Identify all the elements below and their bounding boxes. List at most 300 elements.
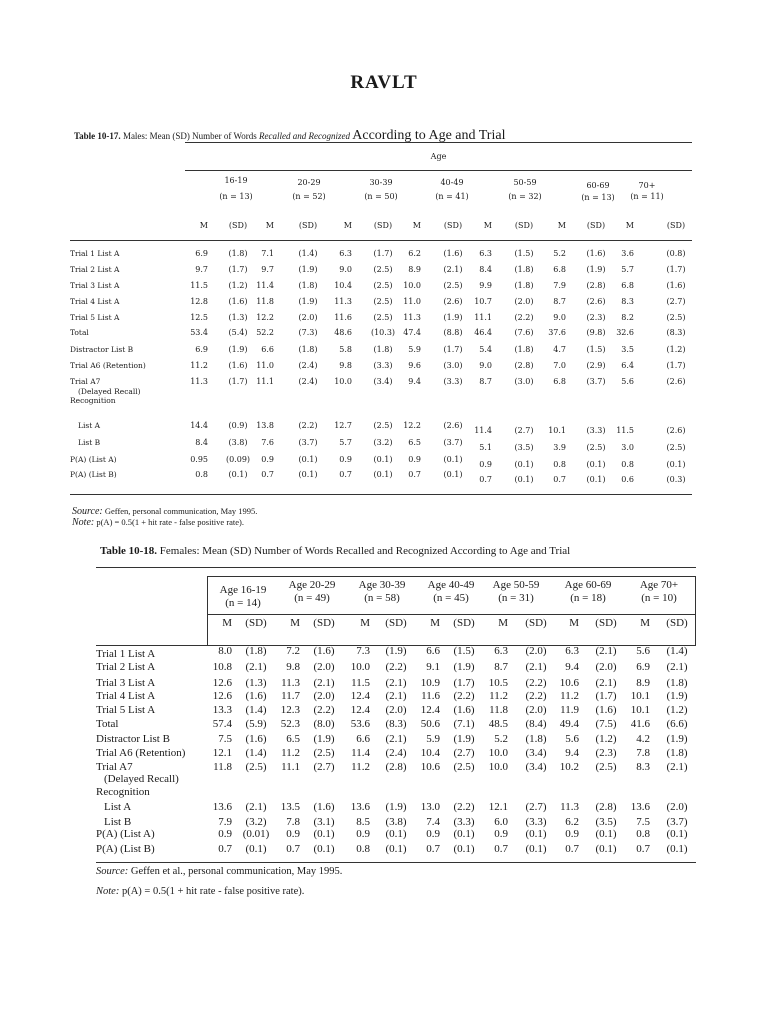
table1-cell-sd: (2.5) [586,443,606,452]
table1-cell-m: 0.9 [339,455,352,464]
table2-cell-sd: (8.3) [385,718,407,730]
table1-source [72,506,257,517]
table1-note [72,517,244,528]
page-title: RAVLT [350,72,418,93]
table1-group-n: (n = 13) [219,192,253,201]
table1-row-label: Trial 1 List A [70,249,120,258]
table1-cell-sd: (3.8) [228,438,248,447]
table2-cell-m: 11.2 [489,690,508,702]
table1-cell-m: 10.1 [548,426,566,435]
table1-cell-m: 6.9 [195,249,208,258]
table1-cell-sd: (7.3) [298,328,318,337]
table2-cell-sd: (7.1) [453,718,475,730]
table1-note-text: p(A) = 0.5(1 + hit rate - false positive rate). [96,517,245,527]
table2-cell-sd: (1.9) [666,690,688,702]
table1-row-label: Trial 5 List A [70,313,120,322]
table1-cell-m: 0.9 [261,455,274,464]
table1-cell-sd: (3.4) [373,377,393,386]
table1-cell-m: 11.6 [334,313,352,322]
table1-cell-m: 5.7 [339,438,352,447]
table1-cell-sd: (1.3) [228,313,248,322]
table1-cell-sd: (3.7) [298,438,318,447]
table2-caption-label: Table 10-18. [100,545,158,557]
table1-cell-sd: (2.0) [514,297,534,306]
table2-cell-sd: (1.2) [595,733,617,745]
table2-cell-m: 50.6 [420,718,440,730]
table2-row-label: Trial 1 List A [96,648,156,660]
table1-cell-sd: (2.5) [373,265,393,274]
table1-cell-sd: (2.7) [666,297,686,306]
table2-cell-m: 10.6 [559,677,579,689]
table2-cell-sd: (0.1) [245,843,267,855]
table1-cell-sd: (1.9) [228,345,248,354]
table1-cell-sd: (0.1) [666,460,686,469]
table2-cell-sd: (0.1) [313,843,335,855]
table1-cell-m: 14.4 [190,421,208,430]
table2-cell-sd: (0.1) [313,828,335,840]
table1-cell-sd: (2.8) [514,361,534,370]
table2-cell-sd: (2.1) [666,661,688,673]
table2-cell-sd: (1.9) [453,661,475,673]
table1-source-label: Source: [72,506,103,517]
table1-cell-m: 8.4 [479,265,492,274]
table1-cell-m: 0.7 [479,475,492,484]
table1-cell-m: 9.8 [339,361,352,370]
table1-cell-m: 7.1 [261,249,274,258]
table2-cell-sd: (1.6) [245,690,267,702]
table2-group-n: (n = 58) [364,592,400,604]
table2-cell-m: 7.5 [636,816,650,828]
table1-cell-m: 6.8 [621,281,634,290]
table1-cell-sd: (0.1) [373,455,393,464]
table1-cell-m: 7.9 [553,281,566,290]
table2-cell-m: 53.6 [350,718,370,730]
table2-cell-sd: (1.9) [385,801,407,813]
table2-cell-m: 10.9 [420,677,440,689]
table1-cell-m: 6.3 [339,249,352,258]
table2-cell-m: 52.3 [280,718,300,730]
table1-group-n: (n = 50) [364,192,398,201]
table2-cell-m: 0.9 [218,828,232,840]
table1-cell-m: 0.7 [261,470,274,479]
table2-cell-m: 48.5 [488,718,508,730]
table1-cell-sd: (2.4) [298,377,318,386]
table1-cell-m: 11.8 [256,297,274,306]
table2-cell-m: 10.0 [350,661,370,673]
table2-cell-m: 11.3 [281,677,300,689]
table2-cell-sd: (2.1) [245,801,267,813]
table1-group-age: 16-19 [224,176,248,185]
table1-group-n: (n = 11) [630,192,664,201]
table1-cell-sd: (1.5) [586,345,606,354]
table1-cell-m: 5.1 [479,443,492,452]
table1-cell-m: 8.4 [195,438,208,447]
table2-cell-sd: (2.1) [385,677,407,689]
table2-cell-m: 7.9 [218,816,232,828]
table1-cell-m: 11.3 [403,313,421,322]
table2-group-n: (n = 14) [225,597,261,609]
table1-cell-sd: (2.9) [586,361,606,370]
table1-cell-m: 9.0 [553,313,566,322]
table1-age-rule [185,170,692,171]
table1-cell-sd: (2.7) [514,426,534,435]
table1-group-age: 50-59 [513,178,537,187]
table2-row-label: Trial A7 [96,761,133,773]
table2-sub-delayed: (Delayed Recall) [104,773,179,785]
table1-group-n: (n = 52) [292,192,326,201]
table1-row-label: Trial A6 (Retention) [70,361,146,370]
table1-cell-sd: (1.2) [666,345,686,354]
table1-cell-sd: (0.1) [586,475,606,484]
table2-cell-sd: (6.6) [666,718,688,730]
table1-sub-delayed: (Delayed Recall) [78,387,141,396]
table2-group-n: (n = 10) [641,592,677,604]
table2-cell-sd: (1.6) [313,801,335,813]
table1-group-age: 40-49 [440,178,464,187]
table1-cell-sd: (3.2) [373,438,393,447]
table1-m-header: M [412,221,421,230]
table1-cell-sd: (8.8) [443,328,463,337]
table2-cell-sd: (1.8) [666,677,688,689]
table2-cell-sd: (2.1) [245,661,267,673]
table2-source-label: Source: [96,866,129,877]
table1-cell-m: 0.8 [195,470,208,479]
table2-note-text: p(A) = 0.5(1 + hit rate - false positive rate). [121,886,305,897]
table1-sd-header: (SD) [298,221,318,230]
table1-cell-sd: (0.1) [586,460,606,469]
table2-cell-m: 6.5 [286,733,300,745]
table2-cell-sd: (2.1) [313,677,335,689]
table2-cell-m: 10.6 [420,761,440,773]
table2-cell-m: 0.7 [636,843,650,855]
table2-cell-m: 8.7 [494,661,508,673]
table1-cell-m: 5.6 [621,377,634,386]
table2-cell-m: 7.8 [636,747,650,759]
table2-m-header: M [640,617,650,629]
table2-cell-m: 10.0 [488,761,508,773]
table1-row-label: Trial 2 List A [70,265,120,274]
table2-cell-sd: (2.5) [313,747,335,759]
table1-cell-m: 11.5 [190,281,208,290]
table1-cell-sd: (5.4) [228,328,248,337]
table2-cell-m: 13.6 [630,801,650,813]
table2-cell-m: 10.2 [559,761,579,773]
table1-cell-sd: (3.3) [373,361,393,370]
table1-cell-sd: (1.8) [514,345,534,354]
table2-cell-sd: (2.0) [313,661,335,673]
table1-cell-sd: (0.1) [373,470,393,479]
table2-cell-sd: (3.7) [666,816,688,828]
table2-group-n: (n = 45) [433,592,469,604]
table2-group-age: Age 20-29 [288,579,336,591]
table1-m-header: M [265,221,274,230]
table2-cell-m: 6.2 [565,816,579,828]
table1-group-age: 70+ [638,181,656,190]
table2-group-age: Age 16-19 [219,584,267,596]
table1-cell-sd: (3.5) [514,443,534,452]
table1-cell-m: 0.7 [339,470,352,479]
table2-cell-m: 8.0 [218,645,232,657]
table2-cell-sd: (2.2) [313,704,335,716]
table2-cell-sd: (8.0) [313,718,335,730]
table1-cell-sd: (3.3) [586,426,606,435]
table2-cell-m: 11.3 [560,801,579,813]
table1-cell-m: 9.7 [195,265,208,274]
table1-cell-m: 6.3 [479,249,492,258]
table1-cell-m: 5.7 [621,265,634,274]
table1-cell-m: 6.6 [261,345,274,354]
table2-cell-m: 11.9 [560,704,579,716]
table2-cell-m: 7.8 [286,816,300,828]
table1-cell-m: 12.2 [256,313,274,322]
table1-cell-sd: (3.0) [443,361,463,370]
table1-cell-m: 37.6 [548,328,566,337]
table2-cell-sd: (0.1) [595,843,617,855]
table2-cell-m: 13.6 [212,801,232,813]
table2-cell-m: 0.7 [565,843,579,855]
table1-cell-m: 48.6 [334,328,352,337]
table2-row-label: List B [104,816,132,828]
table2-cell-m: 4.2 [636,733,650,745]
table2-cell-m: 11.6 [421,690,440,702]
table1-cell-sd: (0.1) [298,470,318,479]
table1-cell-sd: (2.5) [373,297,393,306]
table1-cell-m: 6.9 [195,345,208,354]
table1-cell-sd: (2.5) [373,281,393,290]
table2-cell-sd: (2.3) [595,747,617,759]
table1-cell-sd: (9.8) [586,328,606,337]
table2-cell-sd: (1.4) [245,747,267,759]
table2-cell-m: 11.4 [351,747,370,759]
table1-cell-sd: (7.6) [514,328,534,337]
table1-cell-sd: (1.8) [514,281,534,290]
table1-cell-m: 5.9 [408,345,421,354]
table2-cell-sd: (1.8) [245,645,267,657]
table2-cell-m: 6.3 [494,645,508,657]
table1-caption-big: According to Age and Trial [352,128,506,143]
table2-source-text: Geffen et al., personal communication, May 1995. [130,866,343,877]
table1-cell-m: 10.4 [334,281,352,290]
table2-cell-sd: (3.3) [453,816,475,828]
table1-cell-sd: (3.0) [514,377,534,386]
table2-cell-sd: (2.1) [595,677,617,689]
table2-cell-m: 11.1 [281,761,300,773]
table2-cell-sd: (2.2) [525,677,547,689]
table2-cell-sd: (1.6) [313,645,335,657]
table2-cell-m: 57.4 [212,718,232,730]
table1-sd-header: (SD) [586,221,606,230]
table2-sub-recognition: Recognition [96,786,150,798]
table2-group-n: (n = 31) [498,592,534,604]
table2-group-n: (n = 18) [570,592,606,604]
table1-cell-m: 0.7 [553,475,566,484]
table1-cell-m: 32.6 [616,328,634,337]
table1-cell-sd: (2.6) [666,377,686,386]
table2-cell-sd: (3.4) [525,747,547,759]
table1-cell-sd: (1.6) [443,249,463,258]
table1-sd-header: (SD) [228,221,248,230]
table2-row-label: Total [96,718,119,730]
table1-cell-m: 12.7 [334,421,352,430]
table1-cell-m: 3.9 [553,443,566,452]
table2-cell-m: 7.2 [286,645,300,657]
table1-cell-sd: (0.1) [443,455,463,464]
table2-cell-m: 8.5 [356,816,370,828]
table1-cell-sd: (1.2) [228,281,248,290]
table1-cell-sd: (0.1) [443,470,463,479]
table1-cell-sd: (0.1) [514,460,534,469]
table1-cell-sd: (2.6) [443,297,463,306]
table2-group-n: (n = 49) [294,592,330,604]
table1-cell-m: 11.4 [256,281,274,290]
table2-cell-sd: (2.2) [385,661,407,673]
table1-cell-sd: (2.0) [298,313,318,322]
table1-cell-m: 12.5 [190,313,208,322]
table1-row-label: List B [78,438,101,447]
table1-m-header: M [199,221,208,230]
table2-cell-m: 13.3 [212,704,232,716]
table1-cell-m: 11.5 [616,426,634,435]
table1-cell-m: 4.7 [553,345,566,354]
table2-cell-sd: (0.01) [242,828,270,840]
table1-cell-sd: (1.7) [228,265,248,274]
table1-cell-sd: (1.5) [514,249,534,258]
table2-group-age: Age 70+ [639,579,679,591]
table1-sd-header: (SD) [443,221,463,230]
table1-cell-m: 46.4 [474,328,492,337]
table2-cell-m: 6.9 [636,661,650,673]
table2-group-rule [207,614,695,615]
table1-m-header: M [557,221,566,230]
table1-cell-sd: (0.09) [225,455,251,464]
table2-sd-header: (SD) [453,617,475,629]
table1-cell-sd: (1.9) [298,297,318,306]
table2-cell-m: 0.7 [494,843,508,855]
table2-cell-sd: (2.2) [453,801,475,813]
table2-cell-sd: (1.2) [666,704,688,716]
table2-group-age: Age 50-59 [492,579,540,591]
table1-cell-m: 0.95 [190,455,208,464]
table2-cell-sd: (3.4) [525,761,547,773]
table2-caption-text: Females: Mean (SD) Number of Words Recalled and Recognized According to Age and Trial [159,545,571,557]
table2-cell-m: 0.9 [426,828,440,840]
table1-cell-sd: (1.9) [586,265,606,274]
table2-cell-m: 10.0 [488,747,508,759]
table1-cell-m: 10.0 [334,377,352,386]
table1-cell-sd: (8.3) [666,328,686,337]
table1-cell-m: 10.0 [403,281,421,290]
table2-cell-m: 13.0 [420,801,440,813]
table1-cell-m: 12.2 [403,421,421,430]
table1-cell-m: 8.2 [621,313,634,322]
table1-cell-m: 10.7 [474,297,492,306]
table1-m-header: M [625,221,634,230]
table1-cell-m: 11.2 [190,361,208,370]
table2-cell-sd: (3.3) [525,816,547,828]
table2-bottom-rule [96,862,696,863]
table1-row-label: Trial 3 List A [70,281,120,290]
table2-cell-sd: (5.9) [245,718,267,730]
table2-caption [100,545,570,557]
table2-cell-sd: (2.7) [313,761,335,773]
table2-m-header: M [569,617,579,629]
table2-cell-m: 5.6 [636,645,650,657]
table2-cell-m: 0.7 [286,843,300,855]
table2-cell-sd: (3.2) [245,816,267,828]
table2-row-label: Distractor List B [96,733,170,745]
table1-cell-sd: (0.1) [228,470,248,479]
table1-cell-m: 52.2 [256,328,274,337]
table1-cell-sd: (1.9) [298,265,318,274]
table1-cell-m: 7.0 [553,361,566,370]
table1-cell-sd: (1.7) [228,377,248,386]
table2-sd-header: (SD) [666,617,688,629]
table1-cell-sd: (2.5) [373,313,393,322]
table1-cell-sd: (1.7) [666,265,686,274]
table1-row-label: P(A) (List B) [70,470,117,479]
table1-row-label: List A [78,421,101,430]
table2-cell-m: 9.1 [426,661,440,673]
table2-m-header: M [222,617,232,629]
table1-cell-sd: (1.7) [373,249,393,258]
table2-cell-m: 0.9 [356,828,370,840]
table1-cell-m: 6.8 [553,377,566,386]
table1-cell-sd: (1.9) [443,313,463,322]
table2-m-header: M [430,617,440,629]
table1-cell-sd: (1.7) [443,345,463,354]
table1-cell-sd: (2.2) [514,313,534,322]
table1-cell-sd: (3.7) [443,438,463,447]
table1-cell-m: 0.7 [408,470,421,479]
table2-cell-sd: (0.1) [666,843,688,855]
table1-top-rule [185,142,692,143]
table1-cell-m: 9.9 [479,281,492,290]
table1-row-label: Distractor List B [70,345,134,354]
table2-cell-sd: (2.1) [666,761,688,773]
table1-cell-sd: (2.8) [586,281,606,290]
table2-cell-m: 7.3 [356,645,370,657]
table1-cell-sd: (1.8) [514,265,534,274]
table2-box-top [207,576,695,577]
table2-m-header: M [290,617,300,629]
table2-cell-m: 8.3 [636,761,650,773]
table2-cell-m: 49.4 [559,718,579,730]
table2-cell-sd: (1.9) [385,645,407,657]
table2-m-header: M [498,617,508,629]
table2-cell-m: 12.4 [350,704,370,716]
table2-cell-m: 0.9 [494,828,508,840]
table2-cell-m: 12.6 [212,690,232,702]
table2-cell-sd: (1.8) [525,733,547,745]
table2-note-label: Note: [96,886,120,897]
table1-caption-text: Males: Mean (SD) Number of Words [122,131,257,141]
table2-row-label: Trial A6 (Retention) [96,747,186,759]
table1-cell-sd: (3.7) [586,377,606,386]
table2-cell-m: 7.5 [218,733,232,745]
table1-cell-sd: (1.8) [373,345,393,354]
table2-row-label: Trial 3 List A [96,677,156,689]
table1-cell-m: 11.0 [403,297,421,306]
table2-cell-sd: (2.2) [525,690,547,702]
table2-cell-m: 10.5 [488,677,508,689]
table1-m-header: M [343,221,352,230]
table2-cell-m: 12.4 [420,704,440,716]
table1-cell-sd: (1.8) [298,345,318,354]
table1-group-age: 20-29 [297,178,321,187]
table1-row-label: Trial A7 [70,377,101,386]
table2-cell-sd: (2.7) [453,747,475,759]
table1-cell-m: 11.1 [256,377,274,386]
